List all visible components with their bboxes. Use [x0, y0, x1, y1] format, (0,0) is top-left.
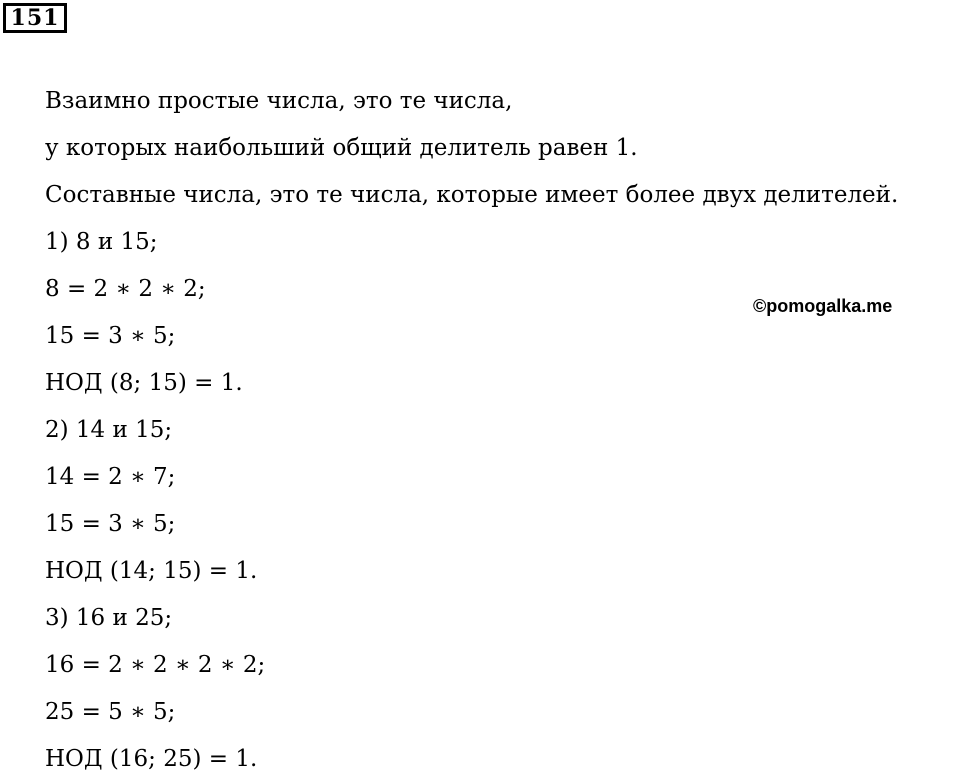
case-2-factorization-a: 14 = 2 ∗ 7; [45, 464, 176, 490]
case-2-factorization-b: 15 = 3 ∗ 5; [45, 511, 176, 537]
case-3-heading: 3) 16 и 25; [45, 605, 173, 631]
case-2-gcd: НОД (14; 15) = 1. [45, 558, 258, 584]
case-3-factorization-a: 16 = 2 ∗ 2 ∗ 2 ∗ 2; [45, 652, 266, 678]
task-number-badge: 151 [3, 3, 67, 33]
definition-line-1: Взаимно простые числа, это те числа, [45, 88, 513, 114]
definition-line-3: Составные числа, это те числа, которые имеет более двух делителей. [45, 182, 899, 208]
case-3-factorization-b: 25 = 5 ∗ 5; [45, 699, 176, 725]
case-2-heading: 2) 14 и 15; [45, 417, 173, 443]
case-1-factorization-a: 8 = 2 ∗ 2 ∗ 2; [45, 276, 206, 302]
case-3-gcd: НОД (16; 25) = 1. [45, 746, 258, 772]
solution-text [45, 78, 955, 783]
case-1-factorization-b: 15 = 3 ∗ 5; [45, 323, 176, 349]
case-1-gcd: НОД (8; 15) = 1. [45, 370, 243, 396]
case-1-heading: 1) 8 и 15; [45, 229, 158, 255]
watermark: ©pomogalka.me [753, 296, 893, 316]
definition-line-2: у которых наибольший общий делитель равен 1. [45, 135, 638, 161]
